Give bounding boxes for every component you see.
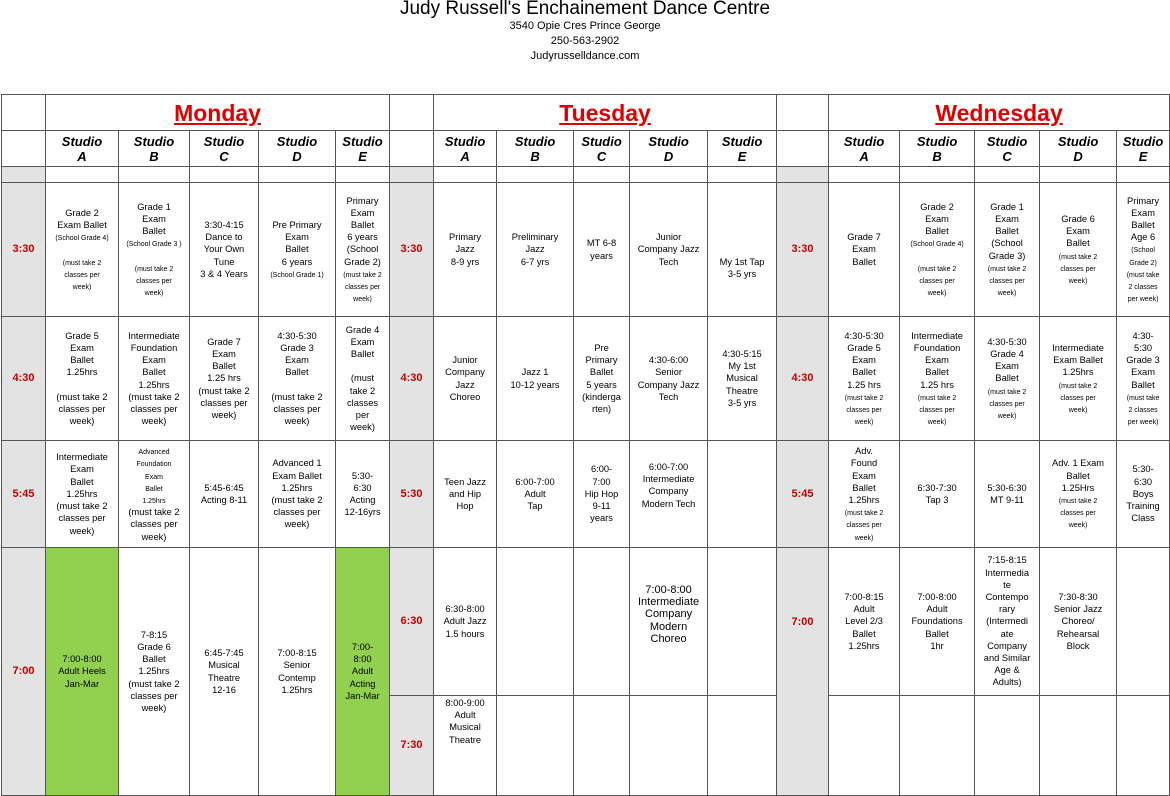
studio-header-c [190,131,259,167]
class-cell: Grade 7 Exam Ballet [829,183,900,317]
studio-word: Studio [1122,133,1164,149]
spacer-cell [708,167,777,183]
studio-letter: D [1073,148,1083,164]
studio-header-c [975,131,1040,167]
studio-word: Studio [843,133,885,149]
class-cell: Grade 7 Exam Ballet 1.25 hrs (must take 2 classes per week) [190,317,259,441]
class-cell [1117,696,1170,796]
class-cell: Pre Primary Ballet 5 years (kinderga rten) [574,317,630,441]
class-cell [900,696,975,796]
studio-header-e [1117,131,1170,167]
day-title-tuesday: Tuesday [434,95,777,131]
time-label: 5:45 [777,441,829,548]
class-cell: Grade 5 Exam Ballet 1.25hrs (must take 2 classes per week) [46,317,119,441]
spacer-cell [777,167,829,183]
studio-letter: C [596,148,607,164]
class-cell-highlight: 7:00-8:00 Adult Heels Jan-Mar [46,548,119,796]
studio-letter: A [77,148,87,164]
class-cell [708,548,777,696]
time-label: 5:45 [2,441,46,548]
studio-header-d [630,131,708,167]
spacer-row [2,167,1170,183]
schedule-row-1 [2,183,1170,317]
class-cell: 5:30- 6:30 Boys Training Class [1117,441,1170,548]
class-cell: Intermediate Foundation Exam Ballet 1.25 hrs (must take 2 classes per week) [900,317,975,441]
studio-word: Studio [916,133,958,149]
class-cell: 3:30-4:15 Dance to Your Own Tune 3 & 4 Years [190,183,259,317]
studio-word: Studio [581,133,622,149]
class-cell: Grade 1 Exam Ballet (School Grade 3) (must take 2 classes per week) [975,183,1040,317]
studio-letter: E [737,148,747,164]
class-cell [829,696,900,796]
schedule-row-3 [2,441,1170,548]
spacer-cell [1040,167,1117,183]
page-header [0,0,1170,64]
class-cell: 7:00-8:00 Adult Foundations Ballet 1hr [900,548,975,696]
class-cell: 6:30-8:00 Adult Jazz 1.5 hours [434,548,497,696]
studio-header-b [119,131,190,167]
time-label: 7:00 [2,548,46,796]
schedule-row-4 [2,548,1170,696]
time-label: 5:30 [390,441,434,548]
studio-phone: 250-563-2902 [550,35,620,47]
class-cell: 7-8:15 Grade 6 Ballet 1.25hrs (must take 2 classes per week) [119,548,190,796]
studio-letter: D [292,148,302,164]
studio-letter: B [932,148,942,164]
class-cell: Intermediate Exam Ballet 1.25hrs (must take 2 classes per week) [46,441,119,548]
class-cell: Junior Company Jazz Choreo [434,317,497,441]
schedule-table [1,94,1170,796]
time-label: 3:30 [390,183,434,317]
studio-word: Studio [342,133,383,149]
time-label: 3:30 [2,183,46,317]
class-cell: Junior Company Jazz Tech [630,183,708,317]
class-cell: Grade 4 Exam Ballet (must take 2 classes per week) [336,317,390,441]
class-cell: Intermediate Exam Ballet 1.25hrs (must take 2 classes per week) [1040,317,1117,441]
day-title-wednesday: Wednesday [829,95,1170,131]
class-cell: Preliminary Jazz 6-7 yrs [497,183,574,317]
corner-cell [777,131,829,167]
corner-cell [390,131,434,167]
class-cell: Grade 2 Exam Ballet (School Grade 4) (must take 2 classes per week) [46,183,119,317]
studio-letter: E [358,148,367,164]
spacer-cell [259,167,336,183]
class-cell: 6:45-7:45 Musical Theatre 12-16 [190,548,259,796]
schedule-row-2 [2,317,1170,441]
spacer-cell [390,167,434,183]
time-label: 4:30 [390,317,434,441]
spacer-cell [2,167,46,183]
class-cell: 6:30-7:30 Tap 3 [900,441,975,548]
studio-word: Studio [721,133,763,149]
studio-word: Studio [133,133,175,149]
class-cell [497,696,574,796]
class-cell: 5:30-6:30 MT 9-11 [975,441,1040,548]
studio-word: Studio [61,133,103,149]
studio-header-a [829,131,900,167]
studio-word: Studio [514,133,556,149]
studio-word: Studio [203,133,245,149]
class-cell: Intermediate Foundation Exam Ballet 1.25hrs (must take 2 classes per week) [119,317,190,441]
time-label: 4:30 [777,317,829,441]
studio-word: Studio [276,133,318,149]
time-label: 6:30 [390,548,434,696]
spacer-cell [1117,167,1170,183]
class-cell: Adv. Found Exam Ballet 1.25hrs (must take 2 classes per week) [829,441,900,548]
class-cell: Adv. 1 Exam Ballet 1.25Hrs (must take 2 classes per week) [1040,441,1117,548]
studio-header-a [46,131,119,167]
time-label: 7:00 [777,548,829,796]
class-cell: Pre Primary Exam Ballet 6 years (School Grade 1) [259,183,336,317]
studio-header-d [1040,131,1117,167]
class-cell [497,548,574,696]
class-cell: 4:30-5:15 My 1st Musical Theatre 3-5 yrs [708,317,777,441]
spacer-cell [434,167,497,183]
spacer-cell [190,167,259,183]
class-cell: MT 6-8 years [574,183,630,317]
class-cell: My 1st Tap 3-5 yrs [708,183,777,317]
corner-cell [777,95,829,131]
studio-header-e [336,131,390,167]
corner-cell [2,131,46,167]
spacer-cell [574,167,630,183]
class-cell-highlight: 7:00- 8:00 Adult Acting Jan-Mar [336,548,390,796]
class-cell: Advanced 1 Exam Ballet 1.25hrs (must take 2 classes per week) [259,441,336,548]
studio-word: Studio [648,133,689,149]
class-cell: Grade 6 Exam Ballet (must take 2 classes per week) [1040,183,1117,317]
studio-letter: C [219,148,229,164]
studio-header-c [574,131,630,167]
spacer-cell [46,167,119,183]
class-cell: Advanced Foundation Exam Ballet 1.25hrs (must take 2 classes per week) [119,441,190,548]
class-cell [1117,548,1170,696]
corner-cell [390,95,434,131]
studio-header-a [434,131,497,167]
day-title-row [2,95,1170,131]
class-cell: 4:30- 5:30 Grade 3 Exam Ballet (must take 2 classes per week) [1117,317,1170,441]
class-cell: Primary Exam Ballet 6 years (School Grade 2) (must take 2 classes per week) [336,183,390,317]
time-label: 4:30 [2,317,46,441]
class-cell: Grade 1 Exam Ballet (School Grade 3 ) (must take 2 classes per week) [119,183,190,317]
class-cell [574,548,630,696]
studio-website: Judyrusselldance.com [530,50,640,62]
class-cell [574,696,630,796]
studio-header-b [497,131,574,167]
class-cell: 7:00-8:15 Adult Level 2/3 Ballet 1.25hrs [829,548,900,696]
class-cell [708,441,777,548]
spacer-cell [975,167,1040,183]
corner-cell [2,95,46,131]
class-cell: Teen Jazz and Hip Hop [434,441,497,548]
studio-address: 3540 Opie Cres Prince George [509,20,661,32]
studio-header-b [900,131,975,167]
spacer-cell [119,167,190,183]
time-label: 7:30 [390,696,434,796]
class-cell [1040,696,1117,796]
studio-title: Judy Russell's Enchainement Dance Centre [399,0,771,19]
class-cell: 6:00-7:00 Intermediate Company Modern Tech [630,441,708,548]
class-cell: 5:45-6:45 Acting 8-11 [190,441,259,548]
class-cell [975,696,1040,796]
class-cell: 7:00-8:00 Intermediate Company Modern Choreo [630,548,708,696]
class-cell: 6:00-7:00 Adult Tap [497,441,574,548]
class-cell: 4:30-5:30 Grade 3 Exam Ballet (must take 2 classes per week) [259,317,336,441]
studio-word: Studio [986,133,1028,149]
studio-header-d [259,131,336,167]
spacer-cell [630,167,708,183]
studio-letter: B [530,148,540,164]
class-cell [708,696,777,796]
class-cell: 5:30- 6:30 Acting 12-16yrs [336,441,390,548]
spacer-cell [829,167,900,183]
class-cell: Primary Exam Ballet Age 6 (School Grade 2) (must take 2 classes per week) [1117,183,1170,317]
class-cell: Grade 2 Exam Ballet (School Grade 4) (must take 2 classes per week) [900,183,975,317]
class-cell: 7:15-8:15 Intermedia te Contempo rary (Intermedi ate Company and Similar Age & Adults) [975,548,1040,696]
spacer-cell [900,167,975,183]
studio-header-row [2,131,1170,167]
studio-word: Studio [1057,133,1099,149]
time-label: 3:30 [777,183,829,317]
class-cell [630,696,708,796]
studio-letter: B [149,148,159,164]
class-cell: 4:30-5:30 Grade 4 Exam Ballet (must take 2 classes per week) [975,317,1040,441]
spacer-cell [336,167,390,183]
studio-letter: D [663,148,674,164]
class-cell: 7:30-8:30 Senior Jazz Choreo/ Rehearsal Block [1040,548,1117,696]
class-cell: 7:00-8:15 Senior Contemp 1.25hrs [259,548,336,796]
studio-header-e [708,131,777,167]
spacer-cell [497,167,574,183]
class-cell: 8:00-9:00 Adult Musical Theatre [434,696,497,796]
class-cell: 4:30-6:00 Senior Company Jazz Tech [630,317,708,441]
class-cell: 6:00- 7:00 Hip Hop 9-11 years [574,441,630,548]
class-cell: 4:30-5:30 Grade 5 Exam Ballet 1.25 hrs (must take 2 classes per week) [829,317,900,441]
class-cell: Primary Jazz 8-9 yrs [434,183,497,317]
studio-letter: E [1138,148,1148,164]
day-title-monday: Monday [46,95,390,131]
studio-letter: A [460,148,470,164]
studio-word: Studio [444,133,486,149]
class-cell: Jazz 1 10-12 years [497,317,574,441]
studio-letter: C [1002,148,1012,164]
studio-letter: A [859,148,869,164]
